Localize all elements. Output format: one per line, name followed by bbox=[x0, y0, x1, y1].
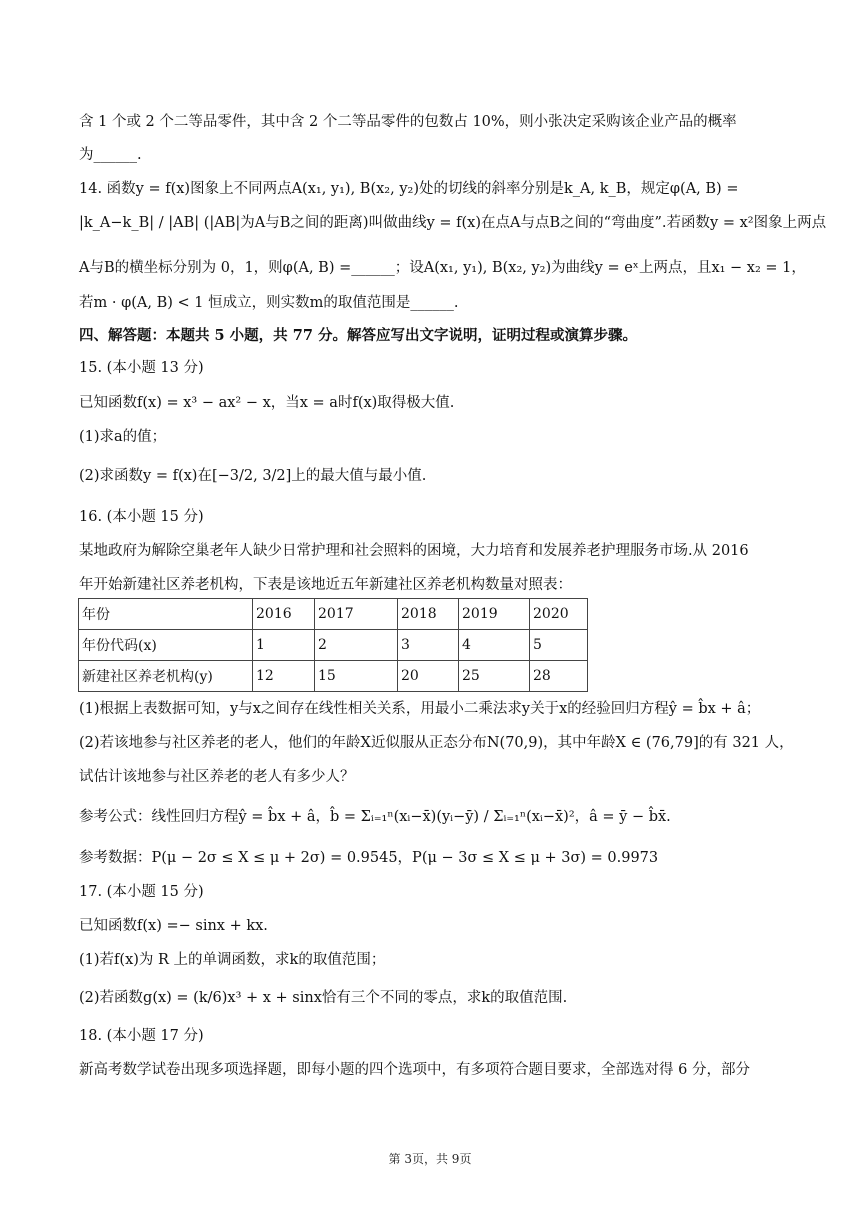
text-line: 含 1 个或 2 个二等品零件，其中含 2 个二等品零件的包数占 10%，则小张决定采购该企业产品的概率 bbox=[79, 114, 737, 130]
table-cell: 2 bbox=[315, 630, 398, 661]
table-cell: 年份代码(x) bbox=[79, 630, 253, 661]
text-line: 年开始新建社区养老机构，下表是该地近五年新建社区养老机构数量对照表： bbox=[79, 577, 572, 593]
table-cell: 1 bbox=[253, 630, 315, 661]
question-14: 14. 函数y = f(x)图象上不同两点A(x₁, y₁), B(x₂, y₂)处的切线的斜率分别是k_A, k_B，规定φ(A, B) = bbox=[79, 181, 739, 197]
text-line: |k_A−k_B| / |AB| (|AB|为A与B之间的距离)叫做曲线y = f(x)在点A与点B之间的“弯曲度”.若函数y = x²图象上两点 bbox=[79, 215, 827, 231]
table-cell: 2017 bbox=[315, 599, 398, 630]
text-line: 若m · φ(A, B) < 1 恒成立，则实数m的取值范围是______. bbox=[79, 295, 459, 311]
text-line: (2)求函数y = f(x)在[−3/2, 3/2]上的最大值与最小值. bbox=[79, 468, 427, 484]
text-line: (2)若该地参与社区养老的老人，他们的年龄X近似服从正态分布N(70,9)，其中年龄X ∈ (76,79]的有 321 人， bbox=[79, 735, 794, 751]
table-cell: 28 bbox=[530, 661, 588, 692]
table-cell: 新建社区养老机构(y) bbox=[79, 661, 253, 692]
table-cell: 20 bbox=[398, 661, 459, 692]
table-cell: 12 bbox=[253, 661, 315, 692]
table-cell: 2018 bbox=[398, 599, 459, 630]
reference-formula: 参考公式：线性回归方程ŷ = b̂x + â，b̂ = Σᵢ₌₁ⁿ(xᵢ−x̄)(yᵢ−ȳ) / Σᵢ₌₁ⁿ(xᵢ−x̄)²，â = ȳ − b̂x̄. bbox=[79, 809, 671, 825]
text-line: 已知函数f(x) =− sinx + kx. bbox=[79, 918, 268, 934]
page-footer: 第 3页，共 9页 bbox=[388, 1152, 472, 1166]
question-15: 15. (本小题 13 分) bbox=[79, 360, 204, 376]
text-line: 为______. bbox=[79, 147, 142, 163]
table-cell: 2020 bbox=[530, 599, 588, 630]
question-17: 17. (本小题 15 分) bbox=[79, 884, 204, 900]
question-18: 18. (本小题 17 分) bbox=[79, 1028, 204, 1044]
text-line: 已知函数f(x) = x³ − ax² − x，当x = a时f(x)取得极大值. bbox=[79, 395, 455, 411]
text-line: 试估计该地参与社区养老的老人有多少人？ bbox=[79, 769, 355, 785]
table-cell: 2019 bbox=[459, 599, 530, 630]
text-line: (1)求a的值； bbox=[79, 429, 167, 445]
table-row bbox=[79, 630, 588, 661]
table-cell: 5 bbox=[530, 630, 588, 661]
text-line: A与B的横坐标分别为 0，1，则φ(A, B) =______；设A(x₁, y₁), B(x₂, y₂)为曲线y = eˣ上两点，且x₁ − x₂ = 1， bbox=[79, 260, 806, 276]
table-row bbox=[79, 599, 588, 630]
question-16: 16. (本小题 15 分) bbox=[79, 509, 204, 525]
table-cell: 3 bbox=[398, 630, 459, 661]
table-cell: 4 bbox=[459, 630, 530, 661]
section-heading: 四、解答题：本题共 5 小题，共 77 分。解答应写出文字说明，证明过程或演算步骤。 bbox=[79, 327, 637, 344]
table-cell: 2016 bbox=[253, 599, 315, 630]
data-table bbox=[78, 598, 588, 692]
text-line: (1)若f(x)为 R 上的单调函数，求k的取值范围； bbox=[79, 952, 386, 968]
text-line: 某地政府为解除空巢老年人缺少日常护理和社会照料的困境，大力培育和发展养老护理服务市场.从 2016 bbox=[79, 543, 749, 559]
text-line: 新高考数学试卷出现多项选择题，即每小题的四个选项中，有多项符合题目要求，全部选对得 6 分，部分 bbox=[79, 1062, 750, 1078]
text-line: (1)根据上表数据可知，y与x之间存在线性相关关系，用最小二乘法求y关于x的经验回归方程ŷ = b̂x + â； bbox=[79, 701, 761, 717]
text-line: (2)若函数g(x) = (k/6)x³ + x + sinx恰有三个不同的零点，求k的取值范围. bbox=[79, 990, 568, 1006]
table-cell: 年份 bbox=[79, 599, 253, 630]
table-cell: 25 bbox=[459, 661, 530, 692]
table-cell: 15 bbox=[315, 661, 398, 692]
table-row bbox=[79, 661, 588, 692]
reference-data: 参考数据：P(μ − 2σ ≤ X ≤ μ + 2σ) = 0.9545，P(μ − 3σ ≤ X ≤ μ + 3σ) = 0.9973 bbox=[79, 850, 659, 866]
